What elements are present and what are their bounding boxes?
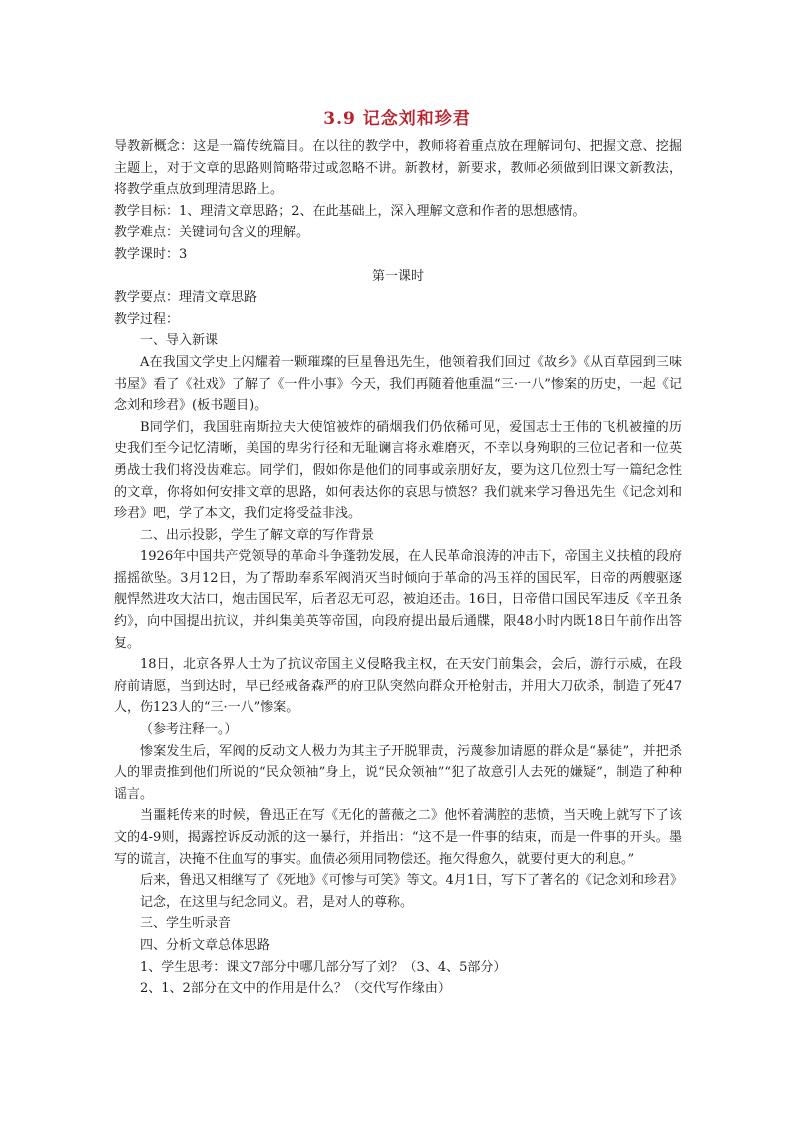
paragraph: 1、学生思考：课文7部分中哪几部分写了刘？（3、4、5部分） [140,959,507,975]
paragraph: 导教新概念：这是一篇传统篇目。在以往的教学中，教师将着重点放在理解词句、把握文意、挖掘主题上，对于文章的思路则简略带过或忽略不讲。新教材，新要求，教师必须做到旧课文新教法，将教学重点放到理清思路上。 [114,139,682,198]
paragraph: 18日，北京各界人士为了抗议帝国主义侵略我主权，在天安门前集会，会后，游行示威，在段府前请愿，当到达时，早已经戒备森严的府卫队突然向群众开枪射击，并用大刀砍杀，制造了死47人，伤123人的“三·一八”惨案。 [114,657,682,716]
paragraph: 四、分析文章总体思路 [140,937,271,953]
paragraph: 记念，在这里与纪念同义。君，是对人的尊称。 [140,894,414,910]
paragraph: 教学目标：1、理清文章思路；2、在此基础上，深入理解文意和作者的思想感情。 [114,203,586,219]
paragraph: 教学课时：3 [114,246,188,262]
paragraph: 第一课时 [371,268,424,284]
paragraph: 当噩耗传来的时候，鲁迅正在写《无化的蔷薇之二》他怀着满腔的悲愤，当天晚上就写下了该文的4-9则，揭露控诉反动派的这一暴行，并指出：“这不是一件事的结束，而是一件事的开头。墨写的谎言，决掩不住血写的事实。血债必须用同物偿还。拖欠得愈久，就要付更大的利息。” [114,808,682,867]
paragraph: 后来，鲁迅又相继写了《死地》《可惨与可笑》等文。4月1日，写下了著名的《记念刘和珍君》 [140,873,684,889]
paragraph: 三、学生听录音 [140,916,232,932]
document-title: 3.9 记念刘和珍君 [323,109,471,129]
paragraph: 教学难点：关键词句含义的理解。 [114,225,310,241]
paragraph: A在我国文学史上闪耀着一颗璀璨的巨星鲁迅先生，他领着我们回过《故乡》《从百草园到三味书屋》看了《社戏》了解了《一件小事》今天，我们再随着他重温“三·一八”惨案的历史，一起《记念刘和珍君》(板书题目)。 [114,354,682,414]
paragraph: 教学过程： [114,311,180,327]
paragraph: B同学们，我国驻南斯拉夫大使馆被炸的硝烟我们仍依稀可见，爱国志士王伟的飞机被撞的历史我们至今记忆清晰，美国的卑劣行径和无耻谰言将永难磨灭，不幸以身殉职的三位记者和一位英勇战士我们将没齿难忘。同学们，假如你是他们的同事或亲朋好友，要为这几位烈士写一篇纪念性的文章，你将如何安排文章的思路，如何表达你的哀思与愤怒？我们就来学习鲁迅先生《记念刘和珍君》吧，学了本文，我们定将受益非浅。 [114,419,682,522]
paragraph: 教学要点：理清文章思路 [114,290,258,306]
document-body [114,136,682,1000]
paragraph: 二、出示投影，学生了解文章的写作背景 [140,527,375,543]
paragraph: 一、导入新课 [140,333,219,349]
paragraph: （参考注释一。） [140,722,238,738]
paragraph: 惨案发生后，军阀的反动文人极力为其主子开脱罪责，污蔑参加请愿的群众是“暴徒”，并把杀人的罪责推到他们所说的“民众领袖”身上，说“民众领袖”“犯了故意引人去死的嫌疑”，制造了种种谣言。 [114,743,682,802]
paragraph: 1926年中国共产党领导的革命斗争蓬勃发展，在人民革命浪涛的冲击下，帝国主义扶植的段府摇摇欲坠。3月12日，为了帮助奉系军阀消灭当时倾向于革命的冯玉祥的国民军，日帝的两艘驱逐舰悍然进攻大沽口，炮击国民军，后者忍无可忍，被迫还击。16日，日帝借口国民军违反《辛丑条约》，向中国提出抗议，并纠集美英等帝国，向段府提出最后通牒，限48小时内既18日午前作出答复。 [114,549,682,651]
paragraph: 2、1、2部分在文中的作用是什么？（交代写作缘由） [140,981,451,997]
